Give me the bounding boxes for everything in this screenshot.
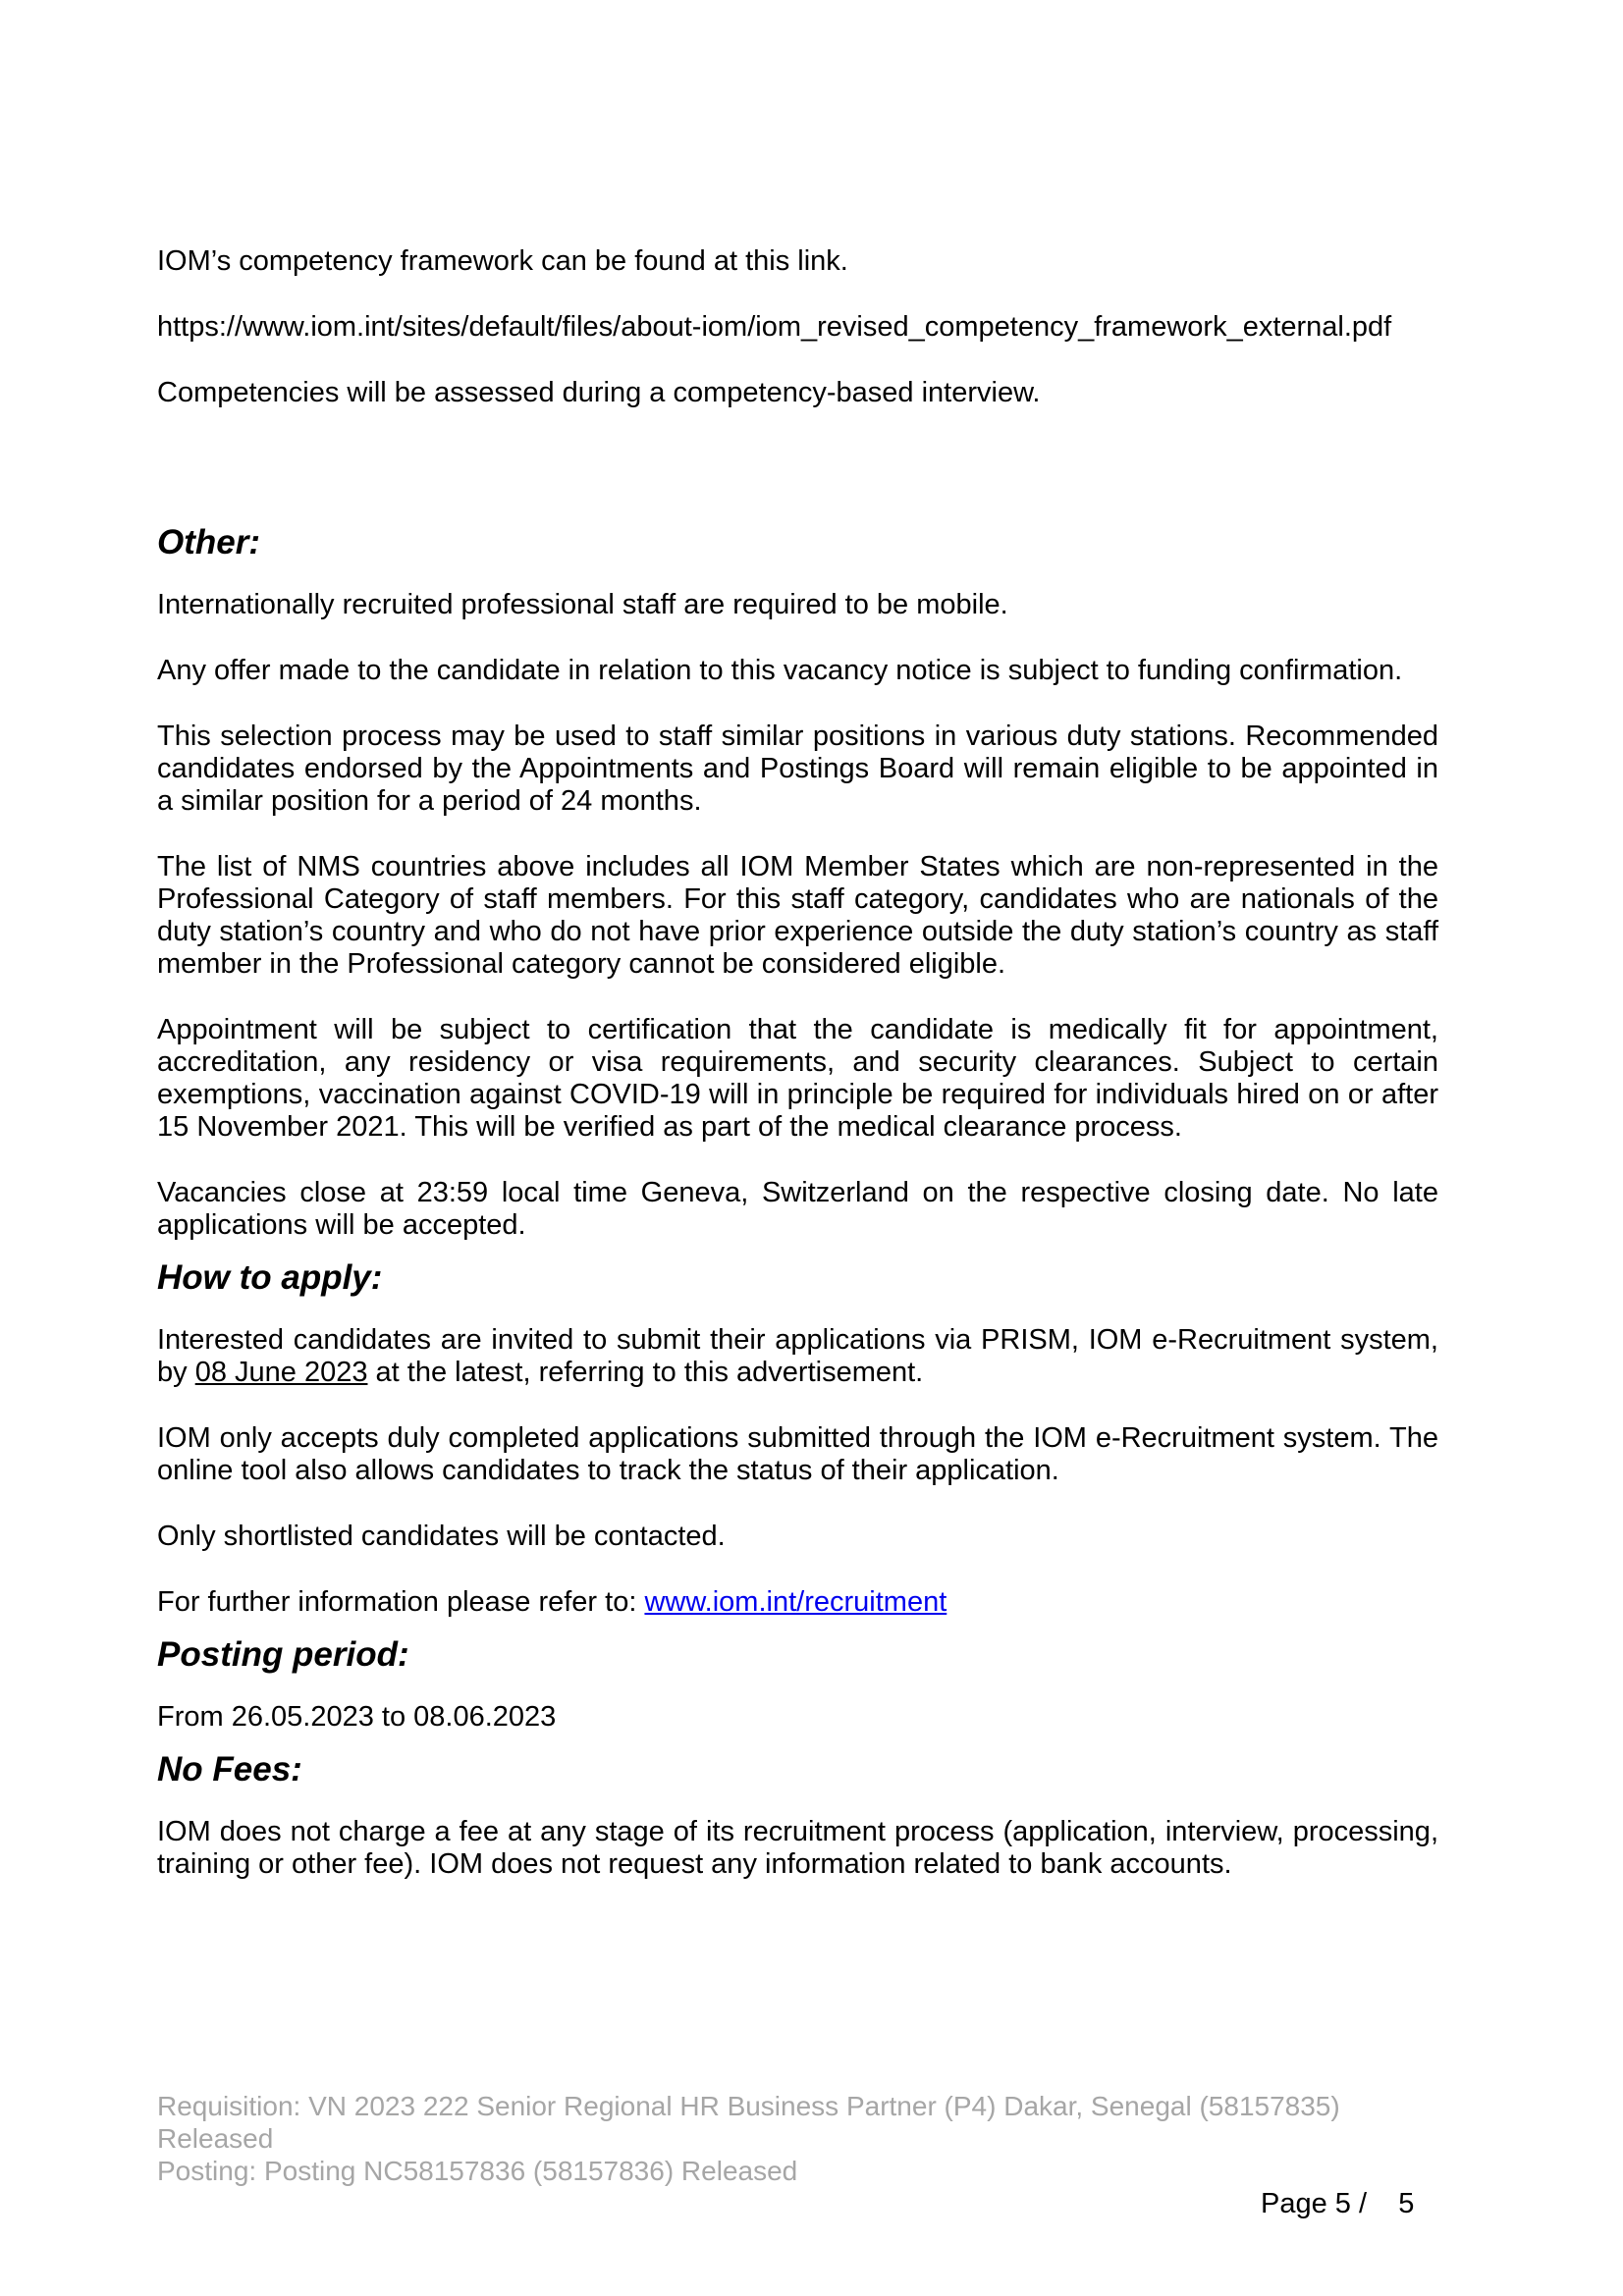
competency-intro: IOM’s competency framework can be found at this link.	[157, 245, 848, 277]
how-to-apply-heading: How to apply:	[157, 1258, 383, 1297]
other-funding: Any offer made to the candidate in relation to this vacancy notice is subject to funding confirmation.	[157, 655, 1403, 686]
no-fees-heading: No Fees:	[157, 1750, 302, 1789]
other-mobility: Internationally recruited professional staff are required to be mobile.	[157, 589, 1008, 620]
submit-text-end: at the latest, referring to this advertisement.	[367, 1357, 924, 1388]
competency-framework-url: https://www.iom.int/sites/default/files/about-iom/iom_revised_competency_framework_external.pdf	[157, 311, 1392, 343]
other-selection-process: This selection process may be used to staff similar positions in various duty stations. Recommended candidates endorsed by the Appointments and Postings Board will remain eligible to be appointed in a similar position for a period of 24 months.	[157, 721, 1438, 817]
how-to-apply-online-tool: IOM only accepts duly completed applications submitted through the IOM e-Recruitment system. The online tool also allows candidates to track the status of their application.	[157, 1422, 1438, 1486]
how-to-apply-submit	[157, 1324, 1438, 1389]
recruitment-link[interactable]: www.iom.int/recruitment	[644, 1586, 947, 1618]
posting-period-dates: From 26.05.2023 to 08.06.2023	[157, 1701, 557, 1733]
other-heading: Other:	[157, 523, 260, 561]
how-to-apply-shortlisted: Only shortlisted candidates will be contacted.	[157, 1521, 726, 1552]
no-fees-text: IOM does not charge a fee at any stage of its recruitment process (application, interview, processing, training or other fee). IOM does not request any information related to bank accounts.	[157, 1816, 1438, 1880]
footer-requisition: Requisition: VN 2023 222 Senior Regional HR Business Partner (P4) Dakar, Senegal (58157835) Released	[157, 2091, 1340, 2154]
posting-period-heading: Posting period:	[157, 1635, 409, 1674]
submit-text-start: Interested candidates are invited to submit their applications via PRISM, IOM e-Recruitment system, by	[157, 1324, 1438, 1388]
other-closing-time: Vacancies close at 23:59 local time Geneva, Switzerland on the respective closing date. No late applications will be accepted.	[157, 1177, 1438, 1241]
other-appointment: Appointment will be subject to certification that the candidate is medically fit for appointment, accreditation, any residency or visa requirements, and security clearances. Subject to certain exemptions, vaccination against COVID-19 will in principle be required for individuals hired on or after 15 November 2021. This will be verified as part of the medical clearance process.	[157, 1014, 1438, 1143]
page-footer	[157, 2090, 1438, 2187]
competency-assessment: Competencies will be assessed during a competency-based interview.	[157, 377, 1041, 408]
page-number: Page 5 / 5	[1261, 2188, 1415, 2219]
how-to-apply-further-info	[157, 1586, 1438, 1619]
other-nms-countries: The list of NMS countries above includes all IOM Member States which are non-represented in the Professional Category of staff members. For this staff category, candidates who are nationals of the duty station’s country and who do not have prior experience outside the duty station’s country as staff member in the Professional category cannot be considered eligible.	[157, 851, 1438, 980]
closing-date: 08 June 2023	[194, 1357, 368, 1388]
document-body	[157, 245, 1438, 1881]
footer-posting: Posting: Posting NC58157836 (58157836) Released	[157, 2156, 798, 2186]
further-info-text: For further information please refer to:	[157, 1586, 645, 1618]
